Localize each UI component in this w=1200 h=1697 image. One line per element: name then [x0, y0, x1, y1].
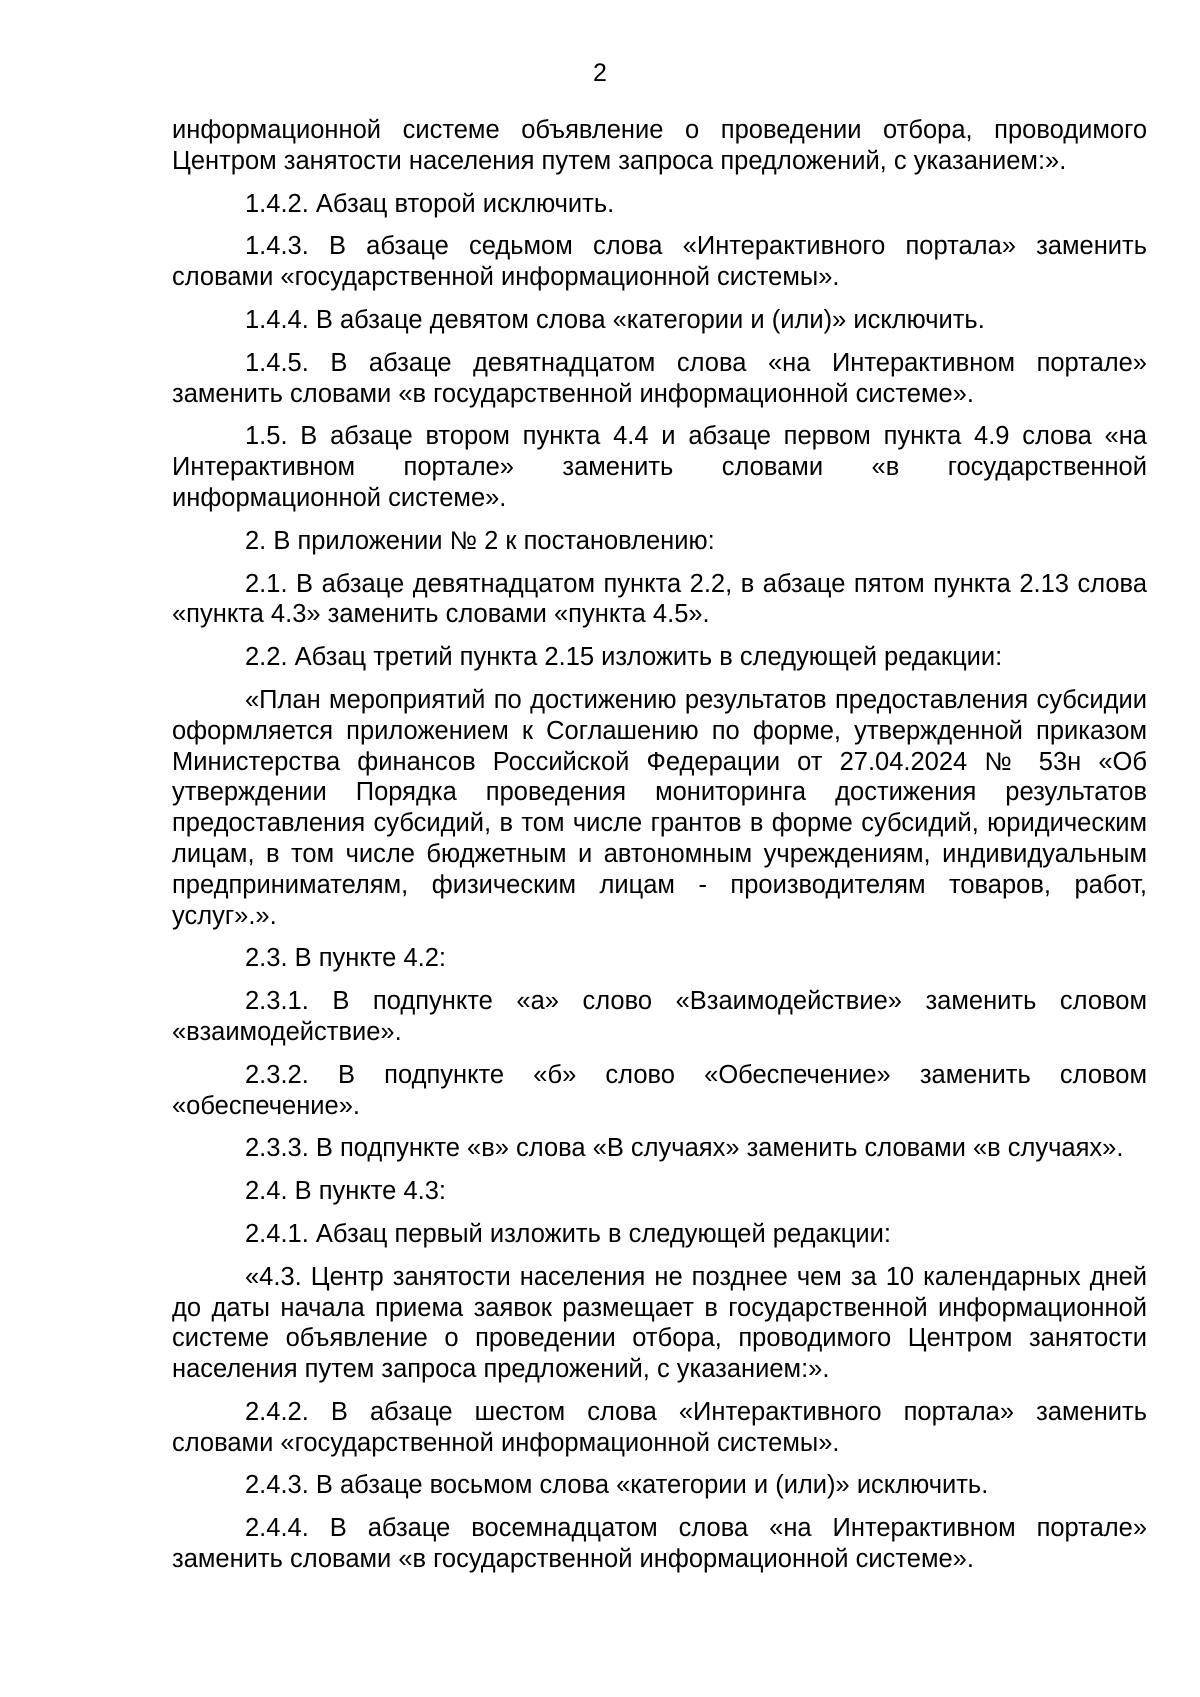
document-body	[172, 115, 1147, 1587]
paragraph: 2.1. В абзаце девятнадцатом пункта 2.2, в абзаце пятом пункта 2.13 слова «пункта 4.3» заменить словами «пункта 4.5».	[172, 569, 1147, 629]
paragraph: 2.3.3. В подпункте «в» слова «В случаях» заменить словами «в случаях».	[245, 1134, 1124, 1163]
paragraph: 2.3. В пункте 4.2:	[245, 944, 446, 973]
paragraph: 2.4. В пункте 4.3:	[245, 1177, 446, 1206]
paragraph: 1.4.2. Абзац второй исключить.	[245, 189, 615, 218]
paragraph: «4.3. Центр занятости населения не позднее чем за 10 календарных дней до даты начала приема заявок размещает в государственной информационной системе объявление о проведении отбора, проводимого Центром занятости населения путем запроса предложений, с указанием:».	[172, 1262, 1147, 1384]
paragraph: «План мероприятий по достижению результатов предоставления субсидии оформляется приложением к Соглашению по форме, утвержденной приказом Министерства финансов Российской Федерации от 27.04.2024 № 53н «Об утверждении Порядка проведения мониторинга достижения результатов предоставления субсидий, в том числе грантов в форме субсидий, юридическим лицам, в том числе бюджетным и автономным учреждениям, индивидуальным предпринимателям, физическим лицам - производителям товаров, работ, услуг».».	[172, 685, 1147, 930]
paragraph: 1.4.5. В абзаце девятнадцатом слова «на Интерактивном портале» заменить словами «в государственной информационной системе».	[172, 348, 1147, 408]
paragraph: 1.4.3. В абзаце седьмом слова «Интерактивного портала» заменить словами «государственной информационной системы».	[172, 232, 1147, 292]
paragraph: 2.3.2. В подпункте «б» слово «Обеспечение» заменить словом «обеспечение».	[172, 1060, 1147, 1120]
paragraph: 2.4.4. В абзаце восемнадцатом слова «на Интерактивном портале» заменить словами «в государственной информационной системе».	[172, 1514, 1147, 1574]
paragraph: 1.4.4. В абзаце девятом слова «категории и (или)» исключить.	[245, 305, 985, 334]
paragraph: информационной системе объявление о проведении отбора, проводимого Центром занятости населения путем запроса предложений, с указанием:».	[172, 116, 1147, 175]
paragraph: 1.5. В абзаце втором пункта 4.4 и абзаце первом пункта 4.9 слова «на Интерактивном портале» заменить словами «в государственной информационной системе».	[172, 422, 1147, 512]
paragraph: 2.4.3. В абзаце восьмом слова «категории и (или)» исключить.	[245, 1471, 989, 1500]
paragraph: 2.2. Абзац третий пункта 2.15 изложить в следующей редакции:	[245, 643, 1003, 672]
paragraph: 2. В приложении № 2 к постановлению:	[245, 526, 715, 555]
paragraph: 2.3.1. В подпункте «а» слово «Взаимодействие» заменить словом «взаимодействие».	[172, 987, 1147, 1046]
paragraph: 2.4.1. Абзац первый изложить в следующей редакции:	[245, 1219, 891, 1248]
page-number: 2	[593, 59, 607, 87]
paragraph: 2.4.2. В абзаце шестом слова «Интерактивного портала» заменить словами «государственной информационной системы».	[172, 1397, 1147, 1457]
